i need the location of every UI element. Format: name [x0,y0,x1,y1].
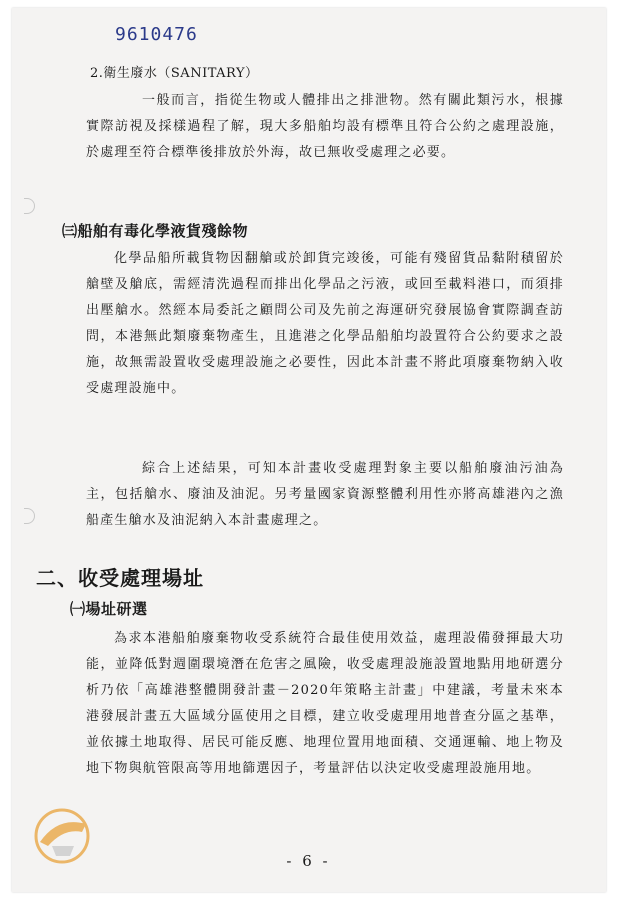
punch-hole-bottom [24,508,35,524]
chapter-2-heading: 二、收受處理場址 [36,566,204,590]
summary-paragraph: 綜合上述結果，可知本計畫收受處理對象主要以船舶廢油污油為主，包括艙水、廢油及油泥。另考量國家資源整體利用性亦將高雄港內之漁船產生艙水及油泥納入本計畫處理之。 [86,461,564,528]
item-2-heading: 2.衛生廢水（SANITARY） [90,66,259,81]
section-3-paragraph: 化學品船所載貨物因翻艙或於卸貨完竣後，可能有殘留貨品黏附積留於艙壁及艙底，需經清洗過程而排出化學品之污液，或回至載料港口，而須排出壓艙水。然經本局委託之顧問公司及先前之海運研究發展協會實際調查訪問，本港無此類廢棄物產生，且進港之化學品船舶均設置符合公約要求之設施，故無需設置收受處理設施之必要性，因此本計畫不將此項廢棄物納入收受處理設施中。 [86,251,564,396]
item-2-paragraph: 一般而言，指從生物或人體排出之排泄物。然有關此類污水，根據實際訪視及採樣過程了解，現大多船舶均設有標準且符合公約之處理設施，於處理至符合標準後排放於外海，故已無收受處理之必要。 [86,93,564,160]
logo-wing [40,822,86,846]
site-study-paragraph: 為求本港船舶廢棄物收受系統符合最佳使用效益，處理設備發揮最大功能，並降低對週圍環境潛在危害之風險，收受處理設施設置地點用地研選分析乃依「高雄港整體開發計畫－2020年策略主計畫」中建議，考量未來本港發展計畫五大區域分區使用之目標，建立收受處理用地普查分區之基準，並依據土地取得、居民可能反應、地理位置用地面積、交通運輸、地上物及地下物與航管限高等用地篩選因子，考量評估以決定收受處理設施用地。 [86,631,564,776]
site-study-heading: ㈠場址研選 [70,600,148,618]
document-number: 9610476 [115,24,198,45]
section-3-heading: ㈢船舶有毒化學液貨殘餘物 [62,222,249,240]
page-number: - 6 - [286,852,331,870]
punch-hole-top [24,198,35,214]
